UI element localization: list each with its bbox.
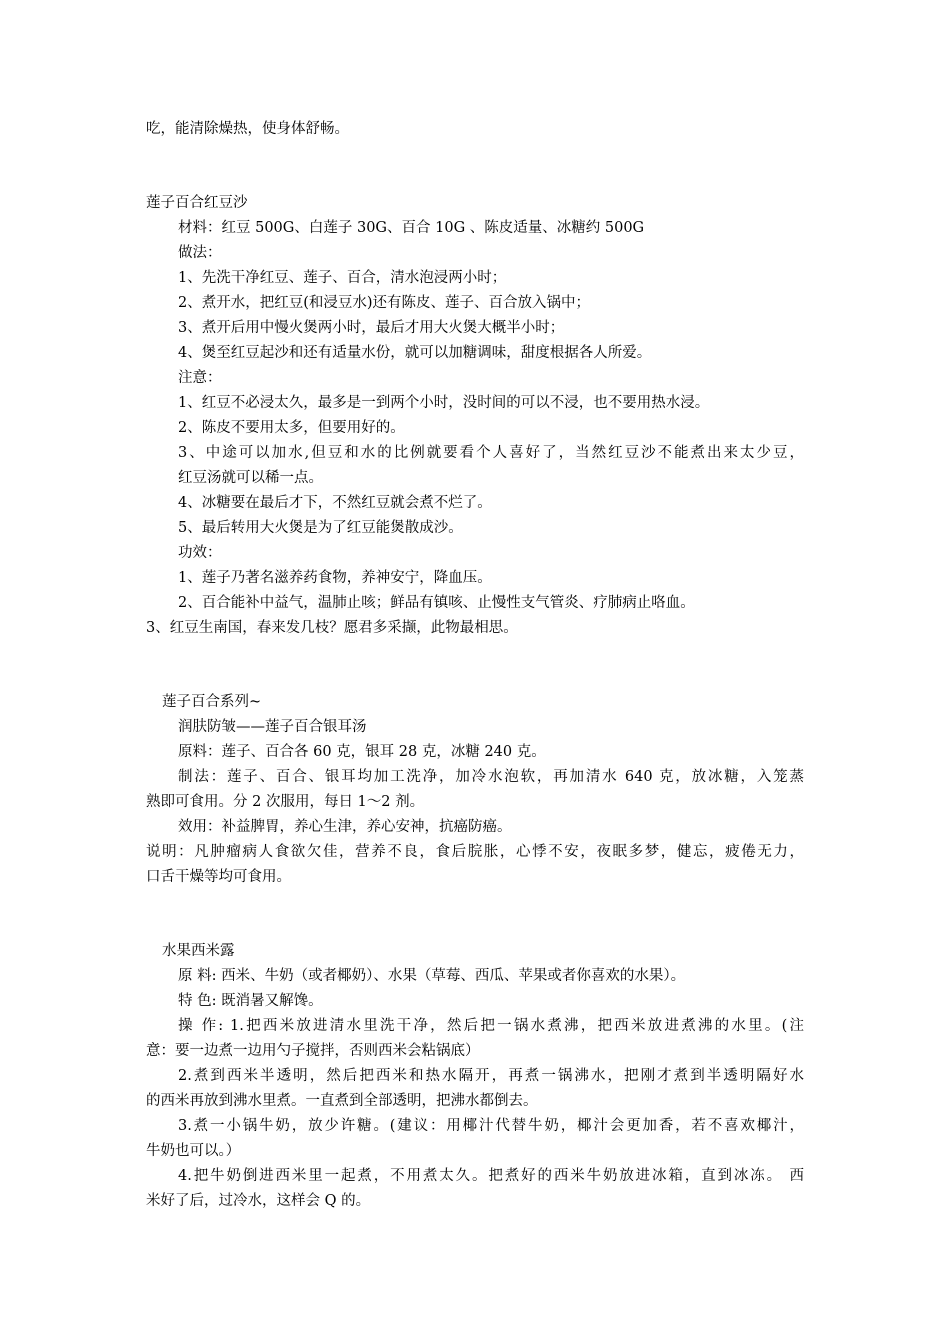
method-line: 熟即可食用。分 2 次服用，每日 1～2 剂。 [146,794,425,810]
operation-line: 的西米再放到沸水里煮。一直煮到全部透明，把沸水都倒去。 [146,1093,538,1109]
intro-text: 吃，能清除燥热，使身体舒畅。 [146,121,349,137]
operation-line: 牛奶也可以。） [146,1143,241,1159]
effect-line: 效用：补益脾胃，养心生津，养心安神，抗癌防癌。 [178,819,512,835]
ingredients-line: 原料：莲子、百合各 60 克，银耳 28 克，冰糖 240 克。 [178,744,546,760]
step-item: 3、煮开后用中慢火煲两小时，最后才用大火煲大概半小时； [178,320,565,336]
note-item: 1、红豆不必浸太久，最多是一到两个小时，没时间的可以不浸，也不要用热水浸。 [178,395,710,411]
note-item: 红豆汤就可以稀一点。 [178,470,323,486]
operation-line: 3.煮一小锅牛奶，放少许糖。(建议：用椰汁代替牛奶，椰汁会更加香，若不喜欢椰汁， [178,1118,804,1134]
operation-line: 4.把牛奶倒进西米里一起煮，不用煮太久。把煮好的西米牛奶放进冰箱，直到冰冻。 西 [178,1168,804,1184]
method-line: 制法：莲子、百合、银耳均加工洗净，加冷水泡软，再加清水 640 克，放冰糖，入笼蒸 [178,769,804,785]
effect-item: 1、莲子乃著名滋养药食物，养神安宁，降血压。 [178,570,492,586]
effect-item: 2、百合能补中益气，温肺止咳；鲜品有镇咳、止慢性支气管炎、疗肺病止咯血。 [178,595,695,611]
note-line: 口舌干燥等均可食用。 [146,869,291,885]
note-item: 2、陈皮不要用太多，但要用好的。 [178,420,405,436]
method-label: 做法： [178,245,222,261]
note-item: 3、中途可以加水,但豆和水的比例就要看个人喜好了，当然红豆沙不能煮出来太少豆， [178,445,804,461]
operation-line: 意：要一边煮一边用勺子搅拌，否则西米会粘锅底） [146,1043,480,1059]
section-title: 莲子百合红豆沙 [146,195,248,211]
effects-label: 功效： [178,545,222,561]
step-item: 2、煮开水，把红豆(和浸豆水)还有陈皮、莲子、百合放入锅中； [178,295,591,311]
section-title: 莲子百合系列~ [162,694,262,710]
operation-line: 操 作: 1.把西米放进清水里洗干净，然后把一锅水煮沸，把西米放进煮沸的水里。(注 [178,1018,804,1034]
section-subtitle: 润肤防皱——莲子百合银耳汤 [178,719,367,735]
ingredients-line: 原 料: 西米、牛奶（或者椰奶）、水果（草莓、西瓜、苹果或者你喜欢的水果）。 [178,968,686,984]
note-item: 5、最后转用大火煲是为了红豆能煲散成沙。 [178,520,463,536]
operation-line: 2.煮到西米半透明，然后把西米和热水隔开，再煮一锅沸水，把刚才煮到半透明隔好水 [178,1068,804,1084]
notes-label: 注意： [178,370,222,386]
feature-line: 特 色: 既消暑又解馋。 [178,993,323,1009]
note-item: 4、冰糖要在最后才下，不然红豆就会煮不烂了。 [178,495,492,511]
effect-item: 3、红豆生南国，春来发几枝？愿君多采撷，此物最相思。 [146,620,518,636]
note-line: 说明：凡肿瘤病人食欲欠佳，营养不良，食后脘胀，心悸不安，夜眠多梦，健忘，疲倦无力， [146,844,804,860]
section-title: 水果西米露 [162,943,235,959]
operation-line: 米好了后，过冷水，这样会 Q 的。 [146,1193,371,1209]
step-item: 4、煲至红豆起沙和还有适量水份，就可以加糖调味，甜度根据各人所爱。 [178,345,652,361]
step-item: 1、先洗干净红豆、莲子、百合，清水泡浸两小时； [178,270,507,286]
materials-line: 材料：红豆 500G、白莲子 30G、百合 10G 、陈皮适量、冰糖约 500G [178,220,645,236]
